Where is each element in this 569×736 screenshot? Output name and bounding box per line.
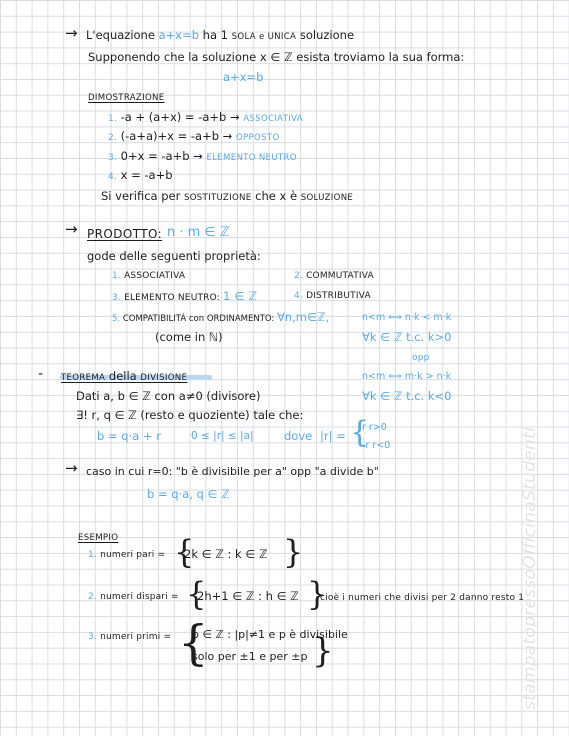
- watermark: stampatopressoOfficinaStudenti: [520, 426, 540, 710]
- example-number: 3.: [88, 632, 97, 642]
- compat-rule-4: ∀k ∈ ℤ t.c. k<0: [362, 389, 452, 403]
- remainder-bound: 0 ≤ |r| ≤ |a|: [191, 430, 254, 442]
- example-label: [88, 630, 171, 644]
- division-formula: b = q·a + r: [97, 429, 161, 443]
- step-expression: 0+x = -a+b →: [120, 149, 203, 163]
- verify-emphasis: SOLUZIONE: [300, 193, 354, 203]
- arrow-icon: →: [65, 220, 78, 238]
- property-extra: ∀n,m∈ℤ,: [277, 310, 330, 324]
- property-item: [294, 269, 374, 283]
- example-name: numeri primi =: [100, 632, 172, 642]
- abs-definition: |r| =: [320, 429, 346, 443]
- step-row: [108, 149, 297, 165]
- example-set-continued: solo per ±1 e per ±p: [192, 650, 308, 663]
- arrow-icon: →: [65, 24, 78, 42]
- example-number: 1.: [88, 550, 97, 560]
- case-negative: -r r<0: [362, 440, 391, 451]
- set-brace-close: }: [312, 631, 334, 671]
- step-expression: -a + (a+x) = -a+b →: [120, 110, 240, 124]
- caso-line: caso in cui r=0: "b è divisibile per a" opp "a divide b": [86, 465, 379, 478]
- example-set: 2k ∈ ℤ : k ∈ ℤ: [184, 547, 268, 561]
- teorema-heading: [61, 369, 187, 385]
- step-number: 3.: [108, 153, 117, 163]
- intro-equation: a+x=b: [158, 28, 200, 42]
- example-number: 2.: [88, 592, 97, 602]
- property-extra: 1 ∈ ℤ: [223, 289, 258, 303]
- come-in-note: (come in ℕ): [155, 330, 223, 344]
- intro-text: ha 1: [202, 28, 228, 42]
- opp-label: opp: [412, 353, 430, 363]
- arrow-icon: →: [65, 459, 78, 477]
- set-brace-close: }: [307, 575, 328, 613]
- step-note: ASSOCIATIVA: [243, 114, 303, 124]
- step-expression: (-a+a)+x = -a+b →: [120, 129, 233, 143]
- example-name: numeri dispari =: [100, 592, 179, 602]
- example-label: [88, 548, 165, 562]
- property-label: DISTRIBUTIVA: [306, 291, 371, 301]
- step-number: 2.: [108, 133, 117, 143]
- bullet-dash: -: [38, 366, 44, 382]
- verify-text: che x è: [255, 189, 298, 203]
- set-brace-open: {: [174, 533, 195, 571]
- example-name: numeri pari =: [100, 550, 166, 560]
- esempio-heading: ESEMPIO: [78, 533, 119, 543]
- step-row: [108, 129, 279, 145]
- compat-rule-2: ∀k ∈ ℤ t.c. k>0: [362, 330, 452, 344]
- intro-text: soluzione: [299, 28, 355, 42]
- step-note: ELEMENTO NEUTRO: [206, 153, 297, 163]
- example-tail: cioè i numeri che divisi per 2 danno resto 1: [320, 593, 525, 603]
- intro-line-2: Supponendo che la soluzione x ∈ ℤ esista troviamo la sua forma:: [88, 50, 465, 64]
- example-label: [88, 590, 179, 604]
- property-item: [294, 289, 371, 303]
- property-item: [112, 310, 329, 326]
- example-set: p ∈ ℤ : |p|≠1 e p è divisibile: [192, 628, 348, 641]
- case-positive: r r>0: [362, 422, 387, 433]
- dimostrazione-heading: DIMOSTRAZIONE: [88, 93, 165, 103]
- property-item: [112, 269, 185, 283]
- step-note: OPPOSTO: [235, 133, 280, 143]
- example-set: 2h+1 ∈ ℤ : h ∈ ℤ: [197, 589, 299, 603]
- exists-line: ∃! r, q ∈ ℤ (resto e quoziente) tale che:: [76, 408, 304, 422]
- set-brace-close: }: [283, 533, 304, 571]
- compat-rule-1: n<m ⟺ n·k < m·k: [362, 312, 452, 323]
- compat-rule-3: n<m ⟺ m·k > n·k: [362, 371, 452, 382]
- case-brace: {: [350, 415, 370, 450]
- caso-equation: b = q·a, q ∈ ℤ: [147, 487, 230, 501]
- step-row: [108, 110, 303, 126]
- intro-text: L'equazione: [86, 28, 155, 42]
- verify-emphasis: SOSTITUZIONE: [183, 193, 252, 203]
- gode-line: gode delle seguenti proprietà:: [87, 249, 261, 263]
- property-label: ELEMENTO NEUTRO:: [124, 293, 220, 303]
- step-expression: x = -a+b: [120, 168, 173, 182]
- property-number: 4.: [294, 291, 303, 301]
- verify-line: [101, 189, 353, 205]
- teorema-word: DIVISIONE: [140, 373, 188, 383]
- prodotto-heading: PRODOTTO:: [87, 227, 163, 241]
- property-label: COMMUTATIVA: [306, 271, 374, 281]
- property-number: 1.: [112, 271, 121, 281]
- dove-label: dove: [284, 429, 313, 443]
- step-number: 4.: [108, 172, 117, 182]
- teorema-word: della: [108, 369, 137, 383]
- intro-emphasis: SOLA e UNICA: [231, 32, 297, 42]
- verify-text: Si verifica per: [101, 189, 181, 203]
- property-label: COMPATIBILITÀ con ORDINAMENTO:: [122, 314, 275, 324]
- property-label: ASSOCIATIVA: [124, 271, 186, 281]
- teorema-word: TEOREMA: [61, 373, 106, 383]
- property-number: 2.: [294, 271, 303, 281]
- dati-line: Dati a, b ∈ ℤ con a≠0 (divisore): [76, 389, 261, 403]
- center-equation: a+x=b: [223, 70, 264, 84]
- intro-line-1: [86, 28, 354, 44]
- property-number: 5.: [112, 314, 121, 324]
- step-number: 1.: [108, 114, 117, 124]
- set-brace-open: {: [178, 615, 209, 671]
- property-number: 3.: [112, 293, 121, 303]
- prodotto-expression: n · m ∈ ℤ: [167, 225, 230, 240]
- step-row: [108, 168, 173, 184]
- set-brace-open: {: [186, 575, 207, 613]
- property-item: [112, 289, 257, 305]
